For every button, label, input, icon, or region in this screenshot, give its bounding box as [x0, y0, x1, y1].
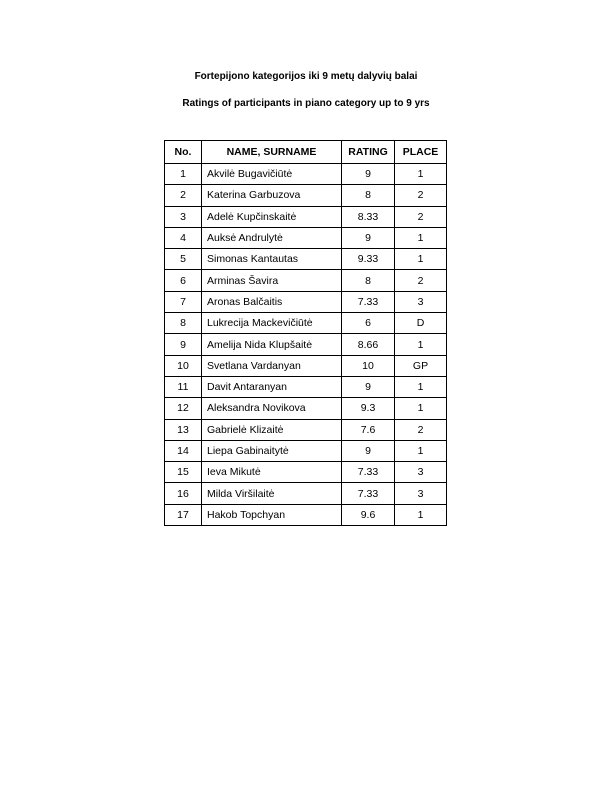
cell-rating: 9.33	[342, 249, 395, 270]
cell-number: 8	[165, 313, 202, 334]
cell-rating: 7.33	[342, 483, 395, 504]
cell-rating: 9	[342, 164, 395, 185]
cell-number: 14	[165, 440, 202, 461]
cell-place: GP	[395, 355, 447, 376]
table-row	[165, 249, 447, 270]
cell-number: 15	[165, 462, 202, 483]
cell-place: 2	[395, 185, 447, 206]
cell-name: Liepa Gabinaitytė	[202, 440, 342, 461]
table-row	[165, 355, 447, 376]
table-row	[165, 334, 447, 355]
table-row	[165, 227, 447, 248]
cell-number: 9	[165, 334, 202, 355]
table-row	[165, 398, 447, 419]
cell-rating: 9	[342, 227, 395, 248]
cell-place: 1	[395, 227, 447, 248]
cell-name: Gabrielė Klizaitė	[202, 419, 342, 440]
cell-name: Hakob Topchyan	[202, 504, 342, 525]
cell-number: 5	[165, 249, 202, 270]
cell-name: Simonas Kantautas	[202, 249, 342, 270]
cell-place: 1	[395, 504, 447, 525]
cell-number: 17	[165, 504, 202, 525]
table-row	[165, 270, 447, 291]
cell-name: Svetlana Vardanyan	[202, 355, 342, 376]
table-row	[165, 462, 447, 483]
cell-name: Davit Antaranyan	[202, 376, 342, 397]
cell-rating: 6	[342, 313, 395, 334]
cell-rating: 9.6	[342, 504, 395, 525]
cell-number: 7	[165, 291, 202, 312]
table-row	[165, 206, 447, 227]
cell-name: Lukrecija Mackevičiūtė	[202, 313, 342, 334]
cell-place: 1	[395, 440, 447, 461]
cell-rating: 8.66	[342, 334, 395, 355]
table-row	[165, 376, 447, 397]
cell-number: 16	[165, 483, 202, 504]
cell-place: 1	[395, 249, 447, 270]
cell-rating: 10	[342, 355, 395, 376]
table-row	[165, 419, 447, 440]
cell-rating: 8	[342, 270, 395, 291]
cell-rating: 8.33	[342, 206, 395, 227]
cell-number: 12	[165, 398, 202, 419]
ratings-table	[164, 140, 447, 526]
cell-name: Amelija Nida Klupšaitė	[202, 334, 342, 355]
table-body	[165, 164, 447, 526]
table-row	[165, 185, 447, 206]
cell-name: Milda Viršilaitė	[202, 483, 342, 504]
cell-place: 3	[395, 462, 447, 483]
cell-place: 1	[395, 376, 447, 397]
cell-rating: 9.3	[342, 398, 395, 419]
cell-number: 13	[165, 419, 202, 440]
cell-number: 3	[165, 206, 202, 227]
cell-name: Arminas Šavira	[202, 270, 342, 291]
table-row	[165, 291, 447, 312]
table-row	[165, 440, 447, 461]
cell-name: Adelė Kupčinskaitė	[202, 206, 342, 227]
cell-place: 2	[395, 206, 447, 227]
document-title-english: Ratings of participants in piano category up to 9 yrs	[182, 98, 430, 109]
cell-place: D	[395, 313, 447, 334]
cell-place: 1	[395, 164, 447, 185]
cell-number: 1	[165, 164, 202, 185]
cell-number: 10	[165, 355, 202, 376]
header-name-surname: NAME, SURNAME	[202, 141, 342, 164]
cell-name: Ieva Mikutė	[202, 462, 342, 483]
cell-name: Aleksandra Novikova	[202, 398, 342, 419]
cell-number: 4	[165, 227, 202, 248]
cell-rating: 7.33	[342, 462, 395, 483]
cell-name: Aronas Balčaitis	[202, 291, 342, 312]
table-row	[165, 504, 447, 525]
cell-place: 1	[395, 334, 447, 355]
cell-place: 2	[395, 419, 447, 440]
header-place: PLACE	[395, 141, 447, 164]
table-row	[165, 483, 447, 504]
table-row	[165, 164, 447, 185]
document-title-lithuanian: Fortepijono kategorijos iki 9 metų dalyvių balai	[194, 71, 418, 82]
header-rating: RATING	[342, 141, 395, 164]
cell-number: 2	[165, 185, 202, 206]
table-header-row	[165, 141, 447, 164]
cell-place: 2	[395, 270, 447, 291]
cell-rating: 7.33	[342, 291, 395, 312]
cell-place: 3	[395, 291, 447, 312]
cell-rating: 8	[342, 185, 395, 206]
cell-place: 1	[395, 398, 447, 419]
cell-rating: 7.6	[342, 419, 395, 440]
cell-rating: 9	[342, 376, 395, 397]
cell-place: 3	[395, 483, 447, 504]
table-row	[165, 313, 447, 334]
cell-name: Auksė Andrulytė	[202, 227, 342, 248]
cell-rating: 9	[342, 440, 395, 461]
cell-number: 6	[165, 270, 202, 291]
cell-name: Akvilė Bugavičiūtė	[202, 164, 342, 185]
cell-name: Katerina Garbuzova	[202, 185, 342, 206]
header-number: No.	[165, 141, 202, 164]
cell-number: 11	[165, 376, 202, 397]
